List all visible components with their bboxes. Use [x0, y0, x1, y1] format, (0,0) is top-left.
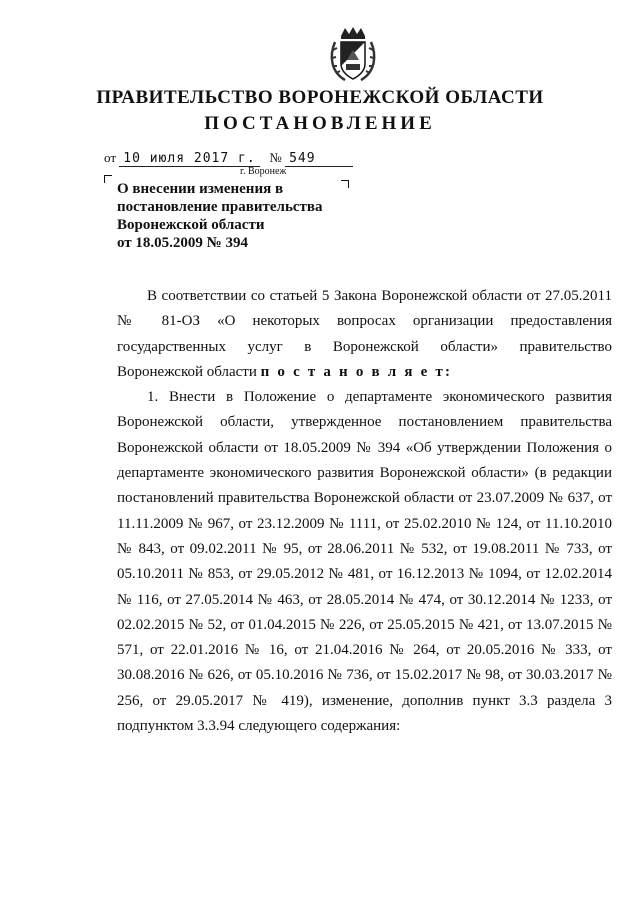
preamble-text: В соответствии со статьей 5 Закона Воронежской области от 27.05.2011 № 81-ОЗ «О некоторых вопросах организации предоставления государственных услуг в Воронежской области» правительство Воронежской области	[117, 288, 612, 380]
coat-of-arms-icon	[327, 26, 379, 84]
decree-colon: :	[444, 363, 450, 380]
government-title: ПРАВИТЕЛЬСТВО ВОРОНЕЖСКОЙ ОБЛАСТИ	[96, 87, 544, 108]
city-label: г. Воронеж	[240, 166, 287, 177]
subject-line: от 18.05.2009 № 394	[117, 235, 248, 251]
subject-line: постановление правительства	[117, 199, 323, 215]
decree-date: 10 июля 2017 г.	[119, 151, 259, 167]
document-type-title: ПОСТАНОВЛЕНИЕ	[204, 113, 436, 134]
document-body	[117, 284, 612, 739]
subject-line: Воронежской области	[117, 217, 265, 233]
coat-of-arms-emblem	[327, 26, 379, 84]
from-label: от	[104, 150, 117, 165]
number-label: №	[269, 150, 282, 165]
decree-number: 549	[285, 151, 353, 167]
item-1-paragraph: 1. Внести в Положение о департаменте экономического развития Воронежской области, утвержденное постановлением правительства Воронежской области от 18.05.2009 № 394 «Об утверждении Положения о департаменте экономического развития Воронежской области» (в редакции постановлений правительства Воронежской области от 23.07.2009 № 637, от 11.11.2009 № 967, от 23.12.2009 № 1111, от 25.02.2010 № 124, от 11.10.2010 № 843, от 09.02.2011 № 95, от 28.06.2011 № 532, от 19.08.2011 № 733, от 05.10.2011 № 853, от 29.05.2012 № 481, от 16.12.2013 № 1094, от 12.02.2014 № 116, от 27.05.2014 № 463, от 28.05.2014 № 474, от 30.12.2014 № 1233, от 02.02.2015 № 52, от 01.04.2015 № 226, от 25.05.2015 № 421, от 13.07.2015 № 571, от 22.01.2016 № 16, от 21.04.2016 № 264, от 20.05.2016 № 333, от 30.08.2016 № 626, от 05.10.2016 № 736, от 15.02.2017 № 98, от 30.03.2017 № 256, от 29.05.2017 № 419), изменение, дополнив пункт 3.3 раздела 3 подпунктом 3.3.94 следующего содержания:	[117, 389, 612, 735]
subject-bracket-left	[104, 175, 112, 183]
preamble-paragraph	[117, 284, 612, 385]
decree-word: п о с т а н о в л я е т	[260, 363, 445, 380]
date-number-line	[104, 150, 353, 167]
subject-block	[117, 180, 357, 252]
subject-line: О внесении изменения в	[117, 181, 284, 197]
